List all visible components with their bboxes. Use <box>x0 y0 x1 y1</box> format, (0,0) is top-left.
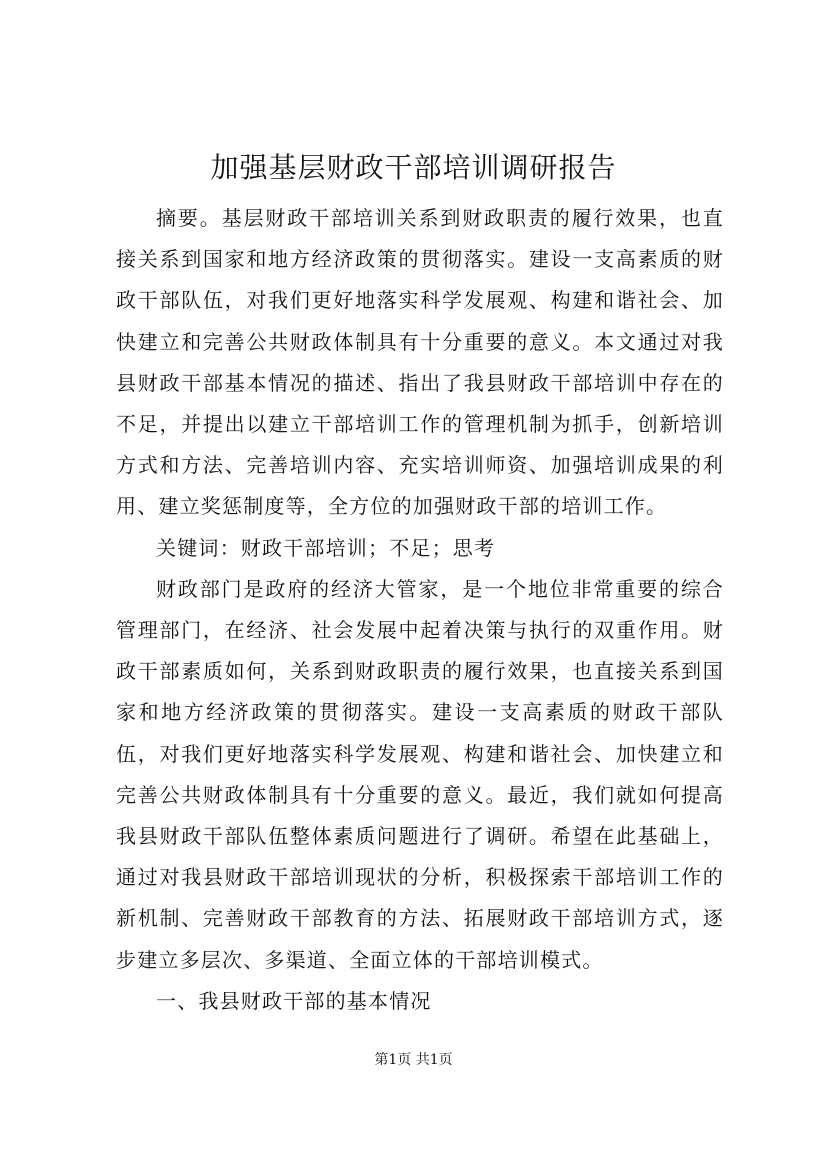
section-heading: 一、我县财政干部的基本情况 <box>156 988 432 1013</box>
intro-paragraph: 财政部门是政府的经济大管家，是一个地位非常重要的综合管理部门，在经济、社会发展中起着决策与执行的双重作用。财政干部素质如何，关系到财政职责的履行效果，也直接关系到国家和地方经济政策的贯彻落实。建设一支高素质的财政干部队伍，对我们更好地落实科学发展观、构建和谐社会、加快建立和完善公共财政体制具有十分重要的意义。最近，我们就如何提高我县财政干部队伍整体素质问题进行了调研。希望在此基础上，通过对我县财政干部培训现状的分析，积极探索干部培训工作的新机制、完善财政干部教育的方法、拓展财政干部培训方式，逐步建立多层次、多渠道、全面立体的干部培训模式。 <box>116 576 724 972</box>
page-number-footer: 第1页 共1页 <box>374 1052 453 1068</box>
document-title: 加强基层财政干部培训调研报告 <box>210 151 617 184</box>
document-body <box>116 198 724 1022</box>
abstract-paragraph: 摘要。基层财政干部培训关系到财政职责的履行效果，也直接关系到国家和地方经济政策的贯彻落实。建设一支高素质的财政干部队伍，对我们更好地落实科学发展观、构建和谐社会、加快建立和完善公共财政体制具有十分重要的意义。本文通过对我县财政干部基本情况的描述、指出了我县财政干部培训中存在的不足，并提出以建立干部培训工作的管理机制为抓手，创新培训方式和方法、完善培训内容、充实培训师资、加强培训成果的利用、建立奖惩制度等，全方位的加强财政干部的培训工作。 <box>116 206 724 519</box>
keywords-paragraph: 关键词：财政干部培训；不足；思考 <box>156 535 496 560</box>
